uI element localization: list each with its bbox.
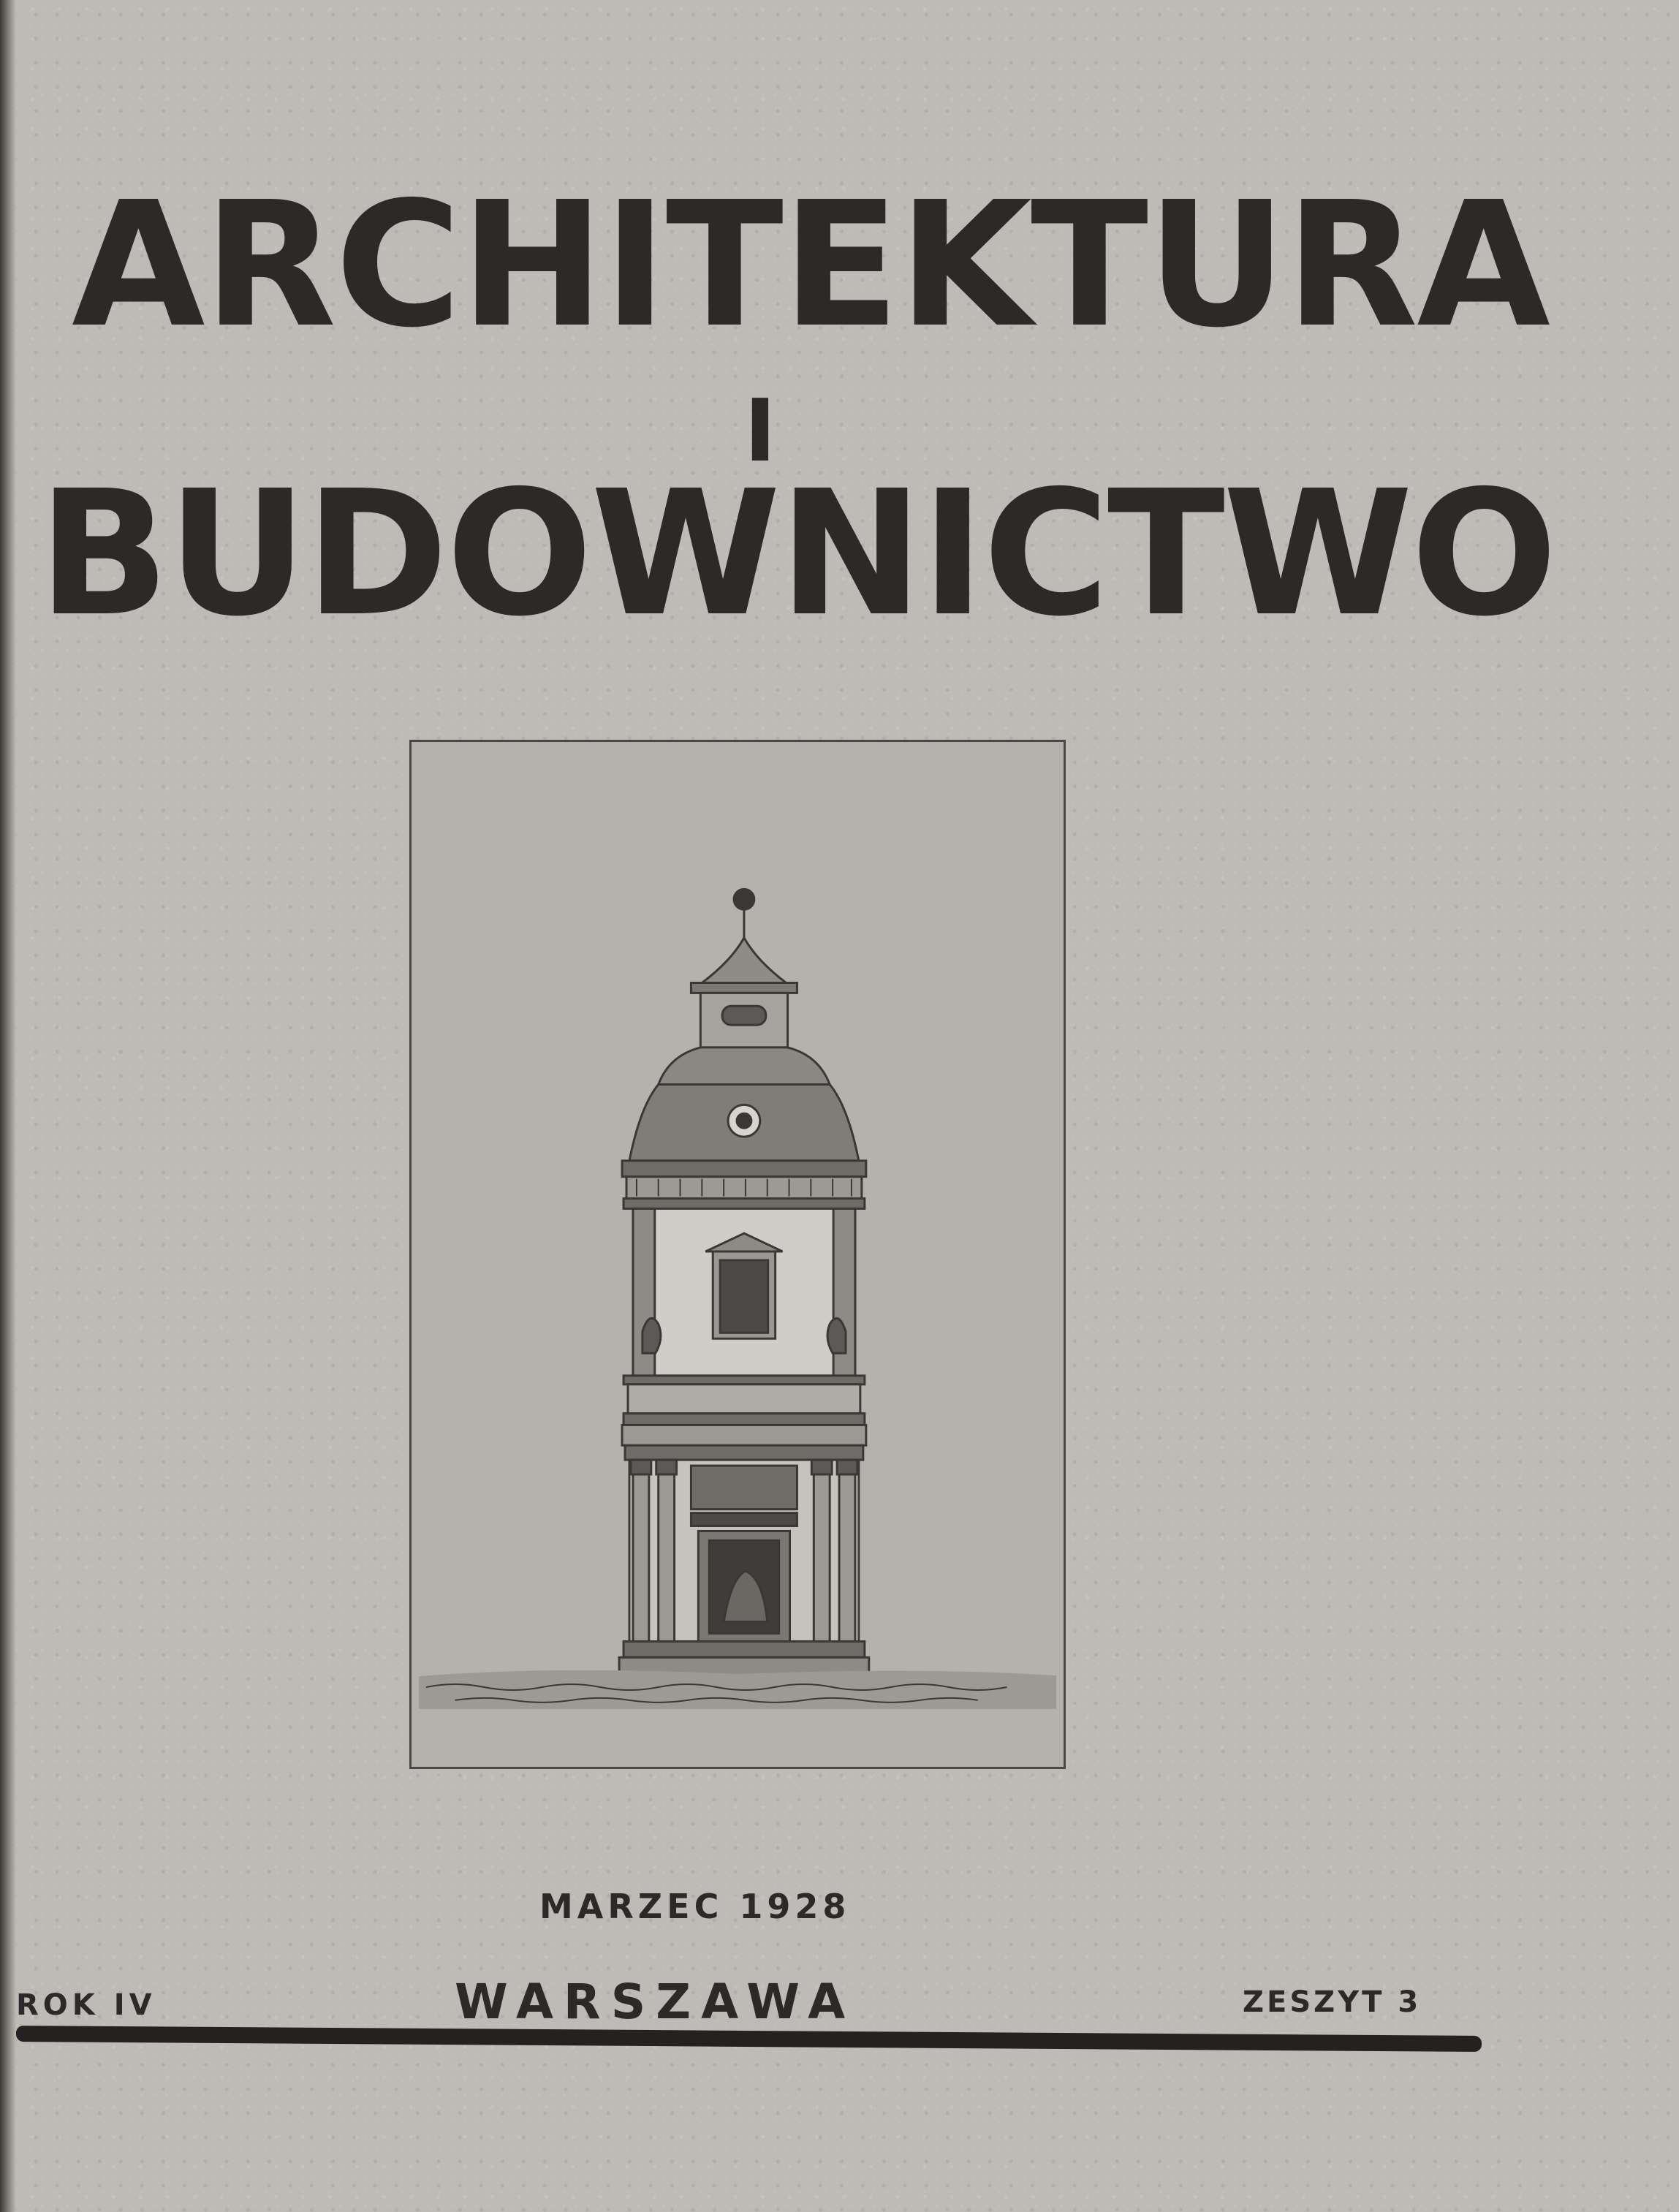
issue-number: ZESZYT 3 [1243, 1985, 1422, 2019]
volume-label: ROK IV [16, 1988, 156, 2022]
publication-city: WARSZAWA [455, 1974, 856, 2030]
title-architektura: ARCHITEKTURA [72, 164, 1549, 365]
issue-date: MARZEC 1928 [539, 1887, 851, 1926]
title-conjunction: I [744, 380, 778, 481]
tower-drawing [412, 742, 1064, 1767]
cover-illustration [409, 740, 1066, 1769]
title-budownictwo: BUDOWNICTWO [38, 453, 1555, 654]
binding-spine [0, 0, 16, 2212]
